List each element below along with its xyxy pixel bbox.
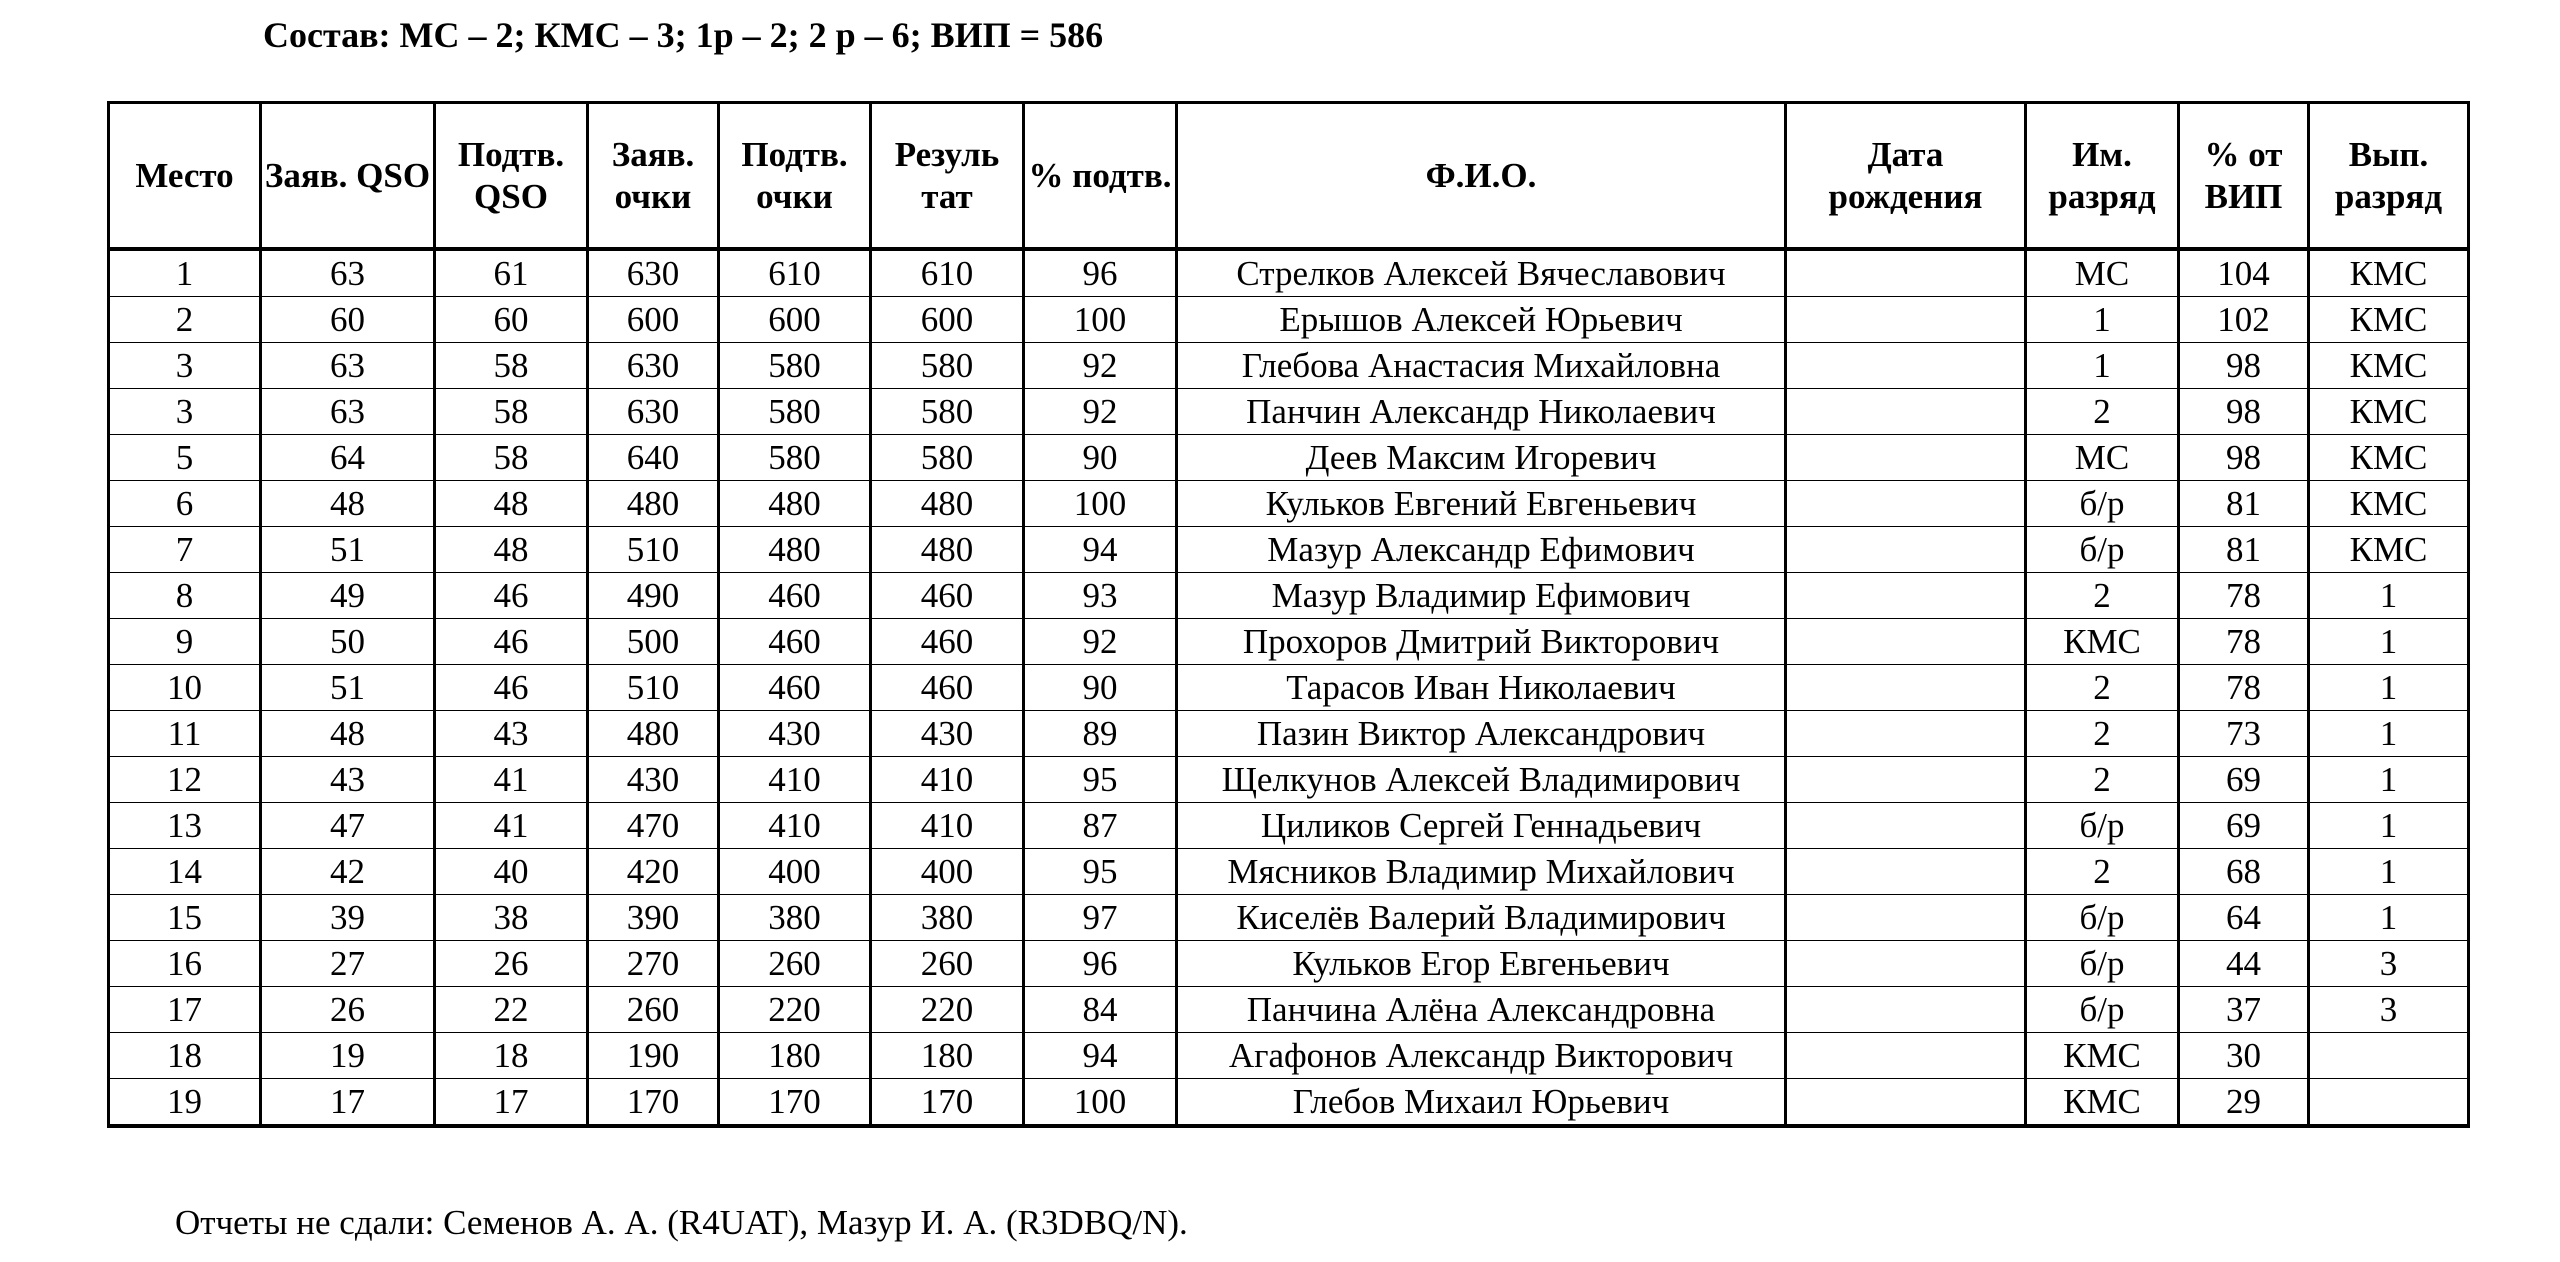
cell-claimed-qso: 49 xyxy=(261,573,435,619)
results-table xyxy=(107,101,2470,1128)
cell-claimed-points: 480 xyxy=(588,481,719,527)
cell-birth-date xyxy=(1786,895,2026,941)
cell-full-name: Стрелков Алексей Вячеславович xyxy=(1177,249,1786,297)
cell-birth-date xyxy=(1786,711,2026,757)
cell-confirmed-points: 580 xyxy=(719,435,871,481)
cell-confirmed-qso: 46 xyxy=(435,665,588,711)
cell-confirmed-percent: 94 xyxy=(1024,527,1177,573)
cell-birth-date xyxy=(1786,1079,2026,1127)
cell-place: 18 xyxy=(109,1033,261,1079)
cell-place: 1 xyxy=(109,249,261,297)
header-birth-date: Дата рождения xyxy=(1786,103,2026,250)
cell-confirmed-qso: 58 xyxy=(435,435,588,481)
cell-vip-percent: 68 xyxy=(2179,849,2309,895)
cell-claimed-points: 600 xyxy=(588,297,719,343)
cell-birth-date xyxy=(1786,527,2026,573)
cell-vip-percent: 104 xyxy=(2179,249,2309,297)
cell-claimed-points: 630 xyxy=(588,389,719,435)
header-confirmed-points: Подтв. очки xyxy=(719,103,871,250)
cell-vip-percent: 73 xyxy=(2179,711,2309,757)
cell-confirmed-points: 400 xyxy=(719,849,871,895)
cell-vip-percent: 78 xyxy=(2179,665,2309,711)
results-table-body xyxy=(109,249,2469,1126)
cell-result: 600 xyxy=(871,297,1024,343)
cell-full-name: Деев Максим Игоревич xyxy=(1177,435,1786,481)
cell-claimed-qso: 17 xyxy=(261,1079,435,1127)
cell-birth-date xyxy=(1786,941,2026,987)
table-row xyxy=(109,435,2469,481)
cell-current-rank: 2 xyxy=(2026,849,2179,895)
cell-confirmed-points: 460 xyxy=(719,573,871,619)
cell-place: 9 xyxy=(109,619,261,665)
table-row xyxy=(109,297,2469,343)
cell-claimed-points: 630 xyxy=(588,249,719,297)
cell-birth-date xyxy=(1786,343,2026,389)
cell-result: 480 xyxy=(871,527,1024,573)
cell-full-name: Агафонов Александр Викторович xyxy=(1177,1033,1786,1079)
table-row xyxy=(109,987,2469,1033)
header-achieved-rank: Вып. разряд xyxy=(2309,103,2469,250)
cell-result: 580 xyxy=(871,343,1024,389)
cell-confirmed-points: 460 xyxy=(719,619,871,665)
cell-claimed-points: 630 xyxy=(588,343,719,389)
cell-full-name: Кульков Евгений Евгеньевич xyxy=(1177,481,1786,527)
cell-confirmed-percent: 96 xyxy=(1024,249,1177,297)
cell-result: 460 xyxy=(871,619,1024,665)
cell-confirmed-points: 580 xyxy=(719,343,871,389)
cell-confirmed-qso: 22 xyxy=(435,987,588,1033)
cell-place: 10 xyxy=(109,665,261,711)
header-place: Место xyxy=(109,103,261,250)
cell-claimed-points: 190 xyxy=(588,1033,719,1079)
cell-current-rank: МС xyxy=(2026,435,2179,481)
cell-vip-percent: 44 xyxy=(2179,941,2309,987)
table-row xyxy=(109,757,2469,803)
cell-result: 580 xyxy=(871,389,1024,435)
cell-achieved-rank: 1 xyxy=(2309,803,2469,849)
cell-current-rank: б/р xyxy=(2026,895,2179,941)
cell-full-name: Кульков Егор Евгеньевич xyxy=(1177,941,1786,987)
cell-achieved-rank: 1 xyxy=(2309,849,2469,895)
cell-confirmed-qso: 41 xyxy=(435,757,588,803)
cell-current-rank: б/р xyxy=(2026,803,2179,849)
cell-birth-date xyxy=(1786,987,2026,1033)
cell-current-rank: б/р xyxy=(2026,527,2179,573)
cell-full-name: Щелкунов Алексей Владимирович xyxy=(1177,757,1786,803)
cell-confirmed-percent: 90 xyxy=(1024,435,1177,481)
cell-birth-date xyxy=(1786,665,2026,711)
header-vip-percent: % от ВИП xyxy=(2179,103,2309,250)
cell-full-name: Тарасов Иван Николаевич xyxy=(1177,665,1786,711)
cell-claimed-points: 430 xyxy=(588,757,719,803)
cell-claimed-points: 170 xyxy=(588,1079,719,1127)
cell-vip-percent: 81 xyxy=(2179,527,2309,573)
table-row xyxy=(109,849,2469,895)
table-row xyxy=(109,1079,2469,1127)
cell-achieved-rank: 1 xyxy=(2309,711,2469,757)
cell-achieved-rank: КМС xyxy=(2309,343,2469,389)
cell-confirmed-points: 180 xyxy=(719,1033,871,1079)
cell-confirmed-percent: 92 xyxy=(1024,619,1177,665)
cell-confirmed-qso: 46 xyxy=(435,573,588,619)
cell-current-rank: КМС xyxy=(2026,1079,2179,1127)
cell-place: 12 xyxy=(109,757,261,803)
cell-achieved-rank: КМС xyxy=(2309,249,2469,297)
cell-place: 14 xyxy=(109,849,261,895)
cell-confirmed-qso: 60 xyxy=(435,297,588,343)
table-row xyxy=(109,711,2469,757)
cell-claimed-points: 500 xyxy=(588,619,719,665)
cell-claimed-points: 510 xyxy=(588,665,719,711)
cell-place: 19 xyxy=(109,1079,261,1127)
header-result: Резуль тат xyxy=(871,103,1024,250)
cell-confirmed-qso: 17 xyxy=(435,1079,588,1127)
cell-claimed-qso: 42 xyxy=(261,849,435,895)
cell-full-name: Мазур Владимир Ефимович xyxy=(1177,573,1786,619)
cell-claimed-qso: 63 xyxy=(261,389,435,435)
cell-claimed-points: 510 xyxy=(588,527,719,573)
cell-confirmed-percent: 92 xyxy=(1024,389,1177,435)
cell-claimed-points: 390 xyxy=(588,895,719,941)
cell-confirmed-points: 580 xyxy=(719,389,871,435)
cell-claimed-qso: 63 xyxy=(261,249,435,297)
cell-confirmed-percent: 95 xyxy=(1024,849,1177,895)
cell-confirmed-points: 430 xyxy=(719,711,871,757)
cell-birth-date xyxy=(1786,249,2026,297)
cell-claimed-qso: 27 xyxy=(261,941,435,987)
cell-claimed-qso: 64 xyxy=(261,435,435,481)
cell-confirmed-points: 410 xyxy=(719,803,871,849)
cell-achieved-rank: 1 xyxy=(2309,619,2469,665)
cell-vip-percent: 64 xyxy=(2179,895,2309,941)
cell-vip-percent: 98 xyxy=(2179,435,2309,481)
cell-current-rank: 2 xyxy=(2026,665,2179,711)
missing-reports-note: Отчеты не сдали: Семенов А. А. (R4UAT), Мазур И. А. (R3DBQ/N). xyxy=(175,1203,1188,1242)
cell-result: 460 xyxy=(871,573,1024,619)
cell-claimed-points: 260 xyxy=(588,987,719,1033)
cell-result: 170 xyxy=(871,1079,1024,1127)
cell-achieved-rank: 1 xyxy=(2309,573,2469,619)
cell-vip-percent: 30 xyxy=(2179,1033,2309,1079)
cell-confirmed-points: 410 xyxy=(719,757,871,803)
cell-claimed-qso: 47 xyxy=(261,803,435,849)
cell-current-rank: б/р xyxy=(2026,481,2179,527)
cell-confirmed-points: 170 xyxy=(719,1079,871,1127)
cell-confirmed-points: 480 xyxy=(719,527,871,573)
header-confirmed-percent: % подтв. xyxy=(1024,103,1177,250)
cell-confirmed-percent: 94 xyxy=(1024,1033,1177,1079)
cell-full-name: Глебова Анастасия Михайловна xyxy=(1177,343,1786,389)
cell-result: 410 xyxy=(871,757,1024,803)
cell-full-name: Мазур Александр Ефимович xyxy=(1177,527,1786,573)
cell-vip-percent: 69 xyxy=(2179,757,2309,803)
cell-achieved-rank: 1 xyxy=(2309,895,2469,941)
cell-place: 11 xyxy=(109,711,261,757)
table-row xyxy=(109,249,2469,297)
cell-claimed-points: 470 xyxy=(588,803,719,849)
cell-birth-date xyxy=(1786,389,2026,435)
cell-current-rank: КМС xyxy=(2026,1033,2179,1079)
cell-confirmed-points: 260 xyxy=(719,941,871,987)
cell-result: 380 xyxy=(871,895,1024,941)
cell-birth-date xyxy=(1786,435,2026,481)
header-claimed-qso: Заяв. QSO xyxy=(261,103,435,250)
cell-confirmed-percent: 93 xyxy=(1024,573,1177,619)
cell-full-name: Ерышов Алексей Юрьевич xyxy=(1177,297,1786,343)
cell-confirmed-percent: 95 xyxy=(1024,757,1177,803)
cell-achieved-rank xyxy=(2309,1079,2469,1127)
cell-claimed-qso: 19 xyxy=(261,1033,435,1079)
table-row xyxy=(109,573,2469,619)
cell-claimed-points: 270 xyxy=(588,941,719,987)
cell-place: 17 xyxy=(109,987,261,1033)
cell-confirmed-percent: 96 xyxy=(1024,941,1177,987)
cell-achieved-rank: 1 xyxy=(2309,757,2469,803)
cell-result: 580 xyxy=(871,435,1024,481)
cell-achieved-rank: 3 xyxy=(2309,987,2469,1033)
cell-result: 410 xyxy=(871,803,1024,849)
cell-confirmed-qso: 41 xyxy=(435,803,588,849)
cell-claimed-qso: 39 xyxy=(261,895,435,941)
cell-place: 15 xyxy=(109,895,261,941)
cell-place: 8 xyxy=(109,573,261,619)
cell-claimed-points: 490 xyxy=(588,573,719,619)
table-row xyxy=(109,619,2469,665)
cell-confirmed-percent: 90 xyxy=(1024,665,1177,711)
table-row xyxy=(109,665,2469,711)
cell-confirmed-qso: 48 xyxy=(435,481,588,527)
header-full-name: Ф.И.О. xyxy=(1177,103,1786,250)
cell-confirmed-qso: 43 xyxy=(435,711,588,757)
cell-confirmed-percent: 100 xyxy=(1024,481,1177,527)
cell-result: 430 xyxy=(871,711,1024,757)
cell-current-rank: МС xyxy=(2026,249,2179,297)
cell-result: 610 xyxy=(871,249,1024,297)
cell-birth-date xyxy=(1786,573,2026,619)
cell-place: 16 xyxy=(109,941,261,987)
cell-birth-date xyxy=(1786,849,2026,895)
header-confirmed-qso: Подтв. QSO xyxy=(435,103,588,250)
cell-current-rank: 2 xyxy=(2026,757,2179,803)
table-row xyxy=(109,941,2469,987)
cell-vip-percent: 98 xyxy=(2179,343,2309,389)
cell-result: 460 xyxy=(871,665,1024,711)
cell-vip-percent: 78 xyxy=(2179,619,2309,665)
cell-full-name: Пазин Виктор Александрович xyxy=(1177,711,1786,757)
cell-confirmed-percent: 92 xyxy=(1024,343,1177,389)
header-claimed-points: Заяв. очки xyxy=(588,103,719,250)
cell-current-rank: б/р xyxy=(2026,987,2179,1033)
cell-vip-percent: 98 xyxy=(2179,389,2309,435)
table-header-row xyxy=(109,103,2469,250)
cell-confirmed-points: 380 xyxy=(719,895,871,941)
cell-place: 2 xyxy=(109,297,261,343)
cell-birth-date xyxy=(1786,619,2026,665)
cell-current-rank: 2 xyxy=(2026,573,2179,619)
cell-claimed-qso: 50 xyxy=(261,619,435,665)
cell-birth-date xyxy=(1786,803,2026,849)
cell-birth-date xyxy=(1786,757,2026,803)
cell-confirmed-points: 220 xyxy=(719,987,871,1033)
cell-claimed-qso: 51 xyxy=(261,665,435,711)
cell-full-name: Панчин Александр Николаевич xyxy=(1177,389,1786,435)
cell-achieved-rank: 1 xyxy=(2309,665,2469,711)
cell-current-rank: КМС xyxy=(2026,619,2179,665)
cell-vip-percent: 29 xyxy=(2179,1079,2309,1127)
cell-birth-date xyxy=(1786,1033,2026,1079)
cell-achieved-rank: КМС xyxy=(2309,527,2469,573)
cell-full-name: Глебов Михаил Юрьевич xyxy=(1177,1079,1786,1127)
cell-confirmed-qso: 38 xyxy=(435,895,588,941)
cell-place: 13 xyxy=(109,803,261,849)
table-row xyxy=(109,527,2469,573)
cell-claimed-points: 420 xyxy=(588,849,719,895)
cell-achieved-rank: КМС xyxy=(2309,297,2469,343)
cell-achieved-rank: КМС xyxy=(2309,389,2469,435)
cell-full-name: Мясников Владимир Михайлович xyxy=(1177,849,1786,895)
table-row xyxy=(109,895,2469,941)
cell-result: 480 xyxy=(871,481,1024,527)
cell-claimed-points: 480 xyxy=(588,711,719,757)
cell-confirmed-percent: 100 xyxy=(1024,297,1177,343)
cell-confirmed-points: 610 xyxy=(719,249,871,297)
cell-full-name: Панчина Алёна Александровна xyxy=(1177,987,1786,1033)
cell-claimed-points: 640 xyxy=(588,435,719,481)
cell-claimed-qso: 26 xyxy=(261,987,435,1033)
cell-current-rank: б/р xyxy=(2026,941,2179,987)
cell-confirmed-percent: 97 xyxy=(1024,895,1177,941)
cell-confirmed-percent: 84 xyxy=(1024,987,1177,1033)
cell-birth-date xyxy=(1786,481,2026,527)
cell-confirmed-percent: 100 xyxy=(1024,1079,1177,1127)
cell-place: 3 xyxy=(109,343,261,389)
cell-claimed-qso: 43 xyxy=(261,757,435,803)
cell-achieved-rank: КМС xyxy=(2309,481,2469,527)
cell-confirmed-qso: 58 xyxy=(435,389,588,435)
cell-vip-percent: 69 xyxy=(2179,803,2309,849)
table-row xyxy=(109,343,2469,389)
cell-confirmed-qso: 48 xyxy=(435,527,588,573)
cell-confirmed-qso: 58 xyxy=(435,343,588,389)
table-row xyxy=(109,389,2469,435)
cell-confirmed-percent: 89 xyxy=(1024,711,1177,757)
cell-result: 400 xyxy=(871,849,1024,895)
cell-confirmed-points: 460 xyxy=(719,665,871,711)
cell-confirmed-percent: 87 xyxy=(1024,803,1177,849)
cell-current-rank: 1 xyxy=(2026,343,2179,389)
cell-achieved-rank: КМС xyxy=(2309,435,2469,481)
cell-place: 7 xyxy=(109,527,261,573)
cell-vip-percent: 78 xyxy=(2179,573,2309,619)
cell-result: 260 xyxy=(871,941,1024,987)
cell-claimed-qso: 60 xyxy=(261,297,435,343)
cell-claimed-qso: 63 xyxy=(261,343,435,389)
cell-confirmed-qso: 26 xyxy=(435,941,588,987)
cell-current-rank: 2 xyxy=(2026,711,2179,757)
cell-full-name: Киселёв Валерий Владимирович xyxy=(1177,895,1786,941)
cell-confirmed-points: 600 xyxy=(719,297,871,343)
cell-current-rank: 2 xyxy=(2026,389,2179,435)
cell-full-name: Прохоров Дмитрий Викторович xyxy=(1177,619,1786,665)
cell-confirmed-qso: 40 xyxy=(435,849,588,895)
composition-heading: Состав: МС – 2; КМС – 3; 1р – 2; 2 р – 6; ВИП = 586 xyxy=(263,15,1104,55)
cell-achieved-rank: 3 xyxy=(2309,941,2469,987)
cell-current-rank: 1 xyxy=(2026,297,2179,343)
cell-vip-percent: 81 xyxy=(2179,481,2309,527)
cell-claimed-qso: 48 xyxy=(261,481,435,527)
cell-confirmed-qso: 46 xyxy=(435,619,588,665)
cell-result: 220 xyxy=(871,987,1024,1033)
cell-claimed-qso: 48 xyxy=(261,711,435,757)
cell-full-name: Циликов Сергей Геннадьевич xyxy=(1177,803,1786,849)
table-row xyxy=(109,1033,2469,1079)
cell-place: 5 xyxy=(109,435,261,481)
cell-claimed-qso: 51 xyxy=(261,527,435,573)
cell-result: 180 xyxy=(871,1033,1024,1079)
table-row xyxy=(109,481,2469,527)
table-row xyxy=(109,803,2469,849)
cell-confirmed-qso: 61 xyxy=(435,249,588,297)
header-current-rank: Им. разряд xyxy=(2026,103,2179,250)
cell-place: 6 xyxy=(109,481,261,527)
cell-achieved-rank xyxy=(2309,1033,2469,1079)
cell-vip-percent: 37 xyxy=(2179,987,2309,1033)
cell-vip-percent: 102 xyxy=(2179,297,2309,343)
cell-birth-date xyxy=(1786,297,2026,343)
cell-confirmed-qso: 18 xyxy=(435,1033,588,1079)
cell-place: 3 xyxy=(109,389,261,435)
cell-confirmed-points: 480 xyxy=(719,481,871,527)
